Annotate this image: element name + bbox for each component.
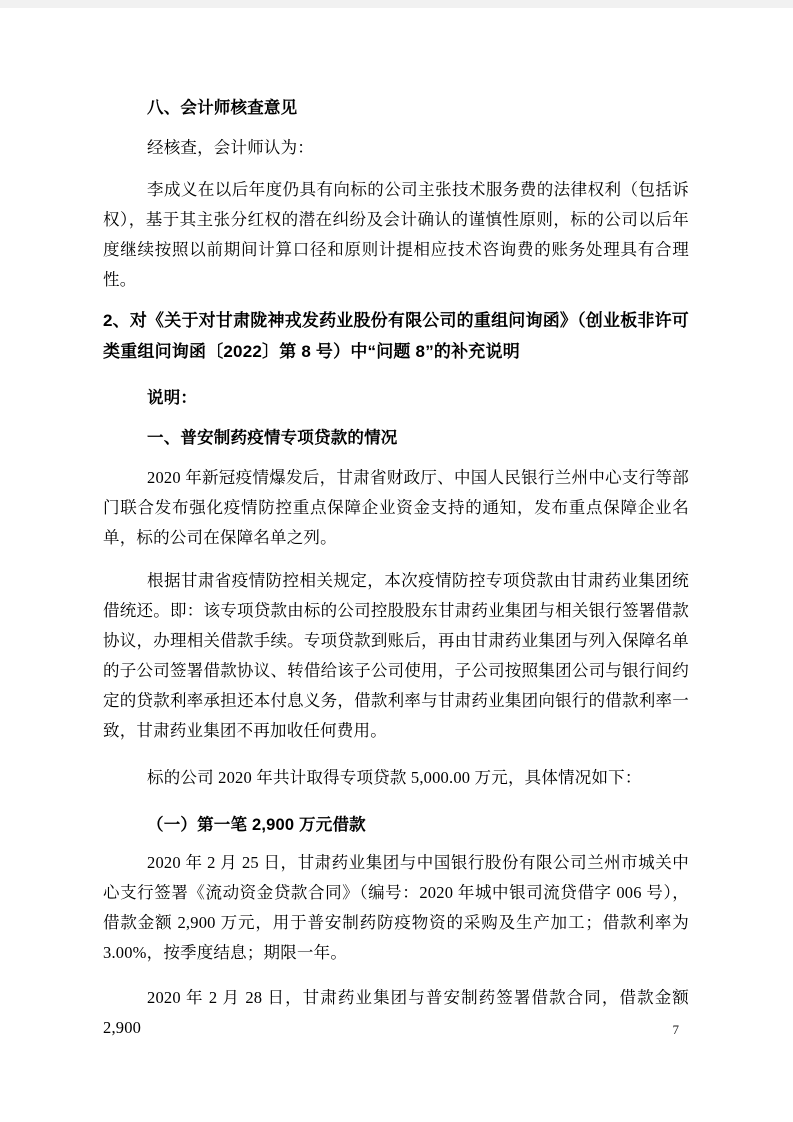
heading-puan-pharma-special-loan: 一、普安制药疫情专项贷款的情况 [147,429,398,447]
heading-supplementary-explanation: 2、对《关于对甘肃陇神戎发药业股份有限公司的重组问询函》（创业板非许可类重组问询函〔2022〕第 8 号）中“问题 8”的补充说明 [103,311,689,361]
paragraph-first-loan-details: 2020 年 2 月 25 日，甘肃药业集团与中国银行股份有限公司兰州市城关中心支行签署《流动资金贷款合同》（编号：2020 年城中银司流贷借字 006 号），借款金额 2,900 万元，用于普安制药防疫物资的采购及生产加工；借款利率为 3.00%，按季度结息；期限一年。 [103,853,689,962]
page-number: 7 [672,1022,679,1037]
heading-first-loan: （一）第一笔 2,900 万元借款 [147,816,366,834]
page-top-edge [0,0,793,8]
paragraph-second-loan-contract: 2020 年 2 月 28 日，甘肃药业集团与普安制药签署借款合同，借款金额 2,900 [103,988,689,1037]
paragraph-loan-total: 标的公司 2020 年共计取得专项贷款 5,000.00 万元，具体情况如下： [147,768,642,787]
label-explanation: 说明： [147,389,198,407]
paragraph-after-review: 经核查，会计师认为： [147,138,314,157]
paragraph-accountant-conclusion: 李成义在以后年度仍具有向标的公司主张技术服务费的法律权利（包括诉权），基于其主张分红权的潜在纠纷及会计确认的谨慎性原则，标的公司以后年度继续按照以前期间计算口径和原则计提相应技术咨询费的账务处理具有合理性。 [103,180,689,289]
heading-accountant-review-opinion: 八、会计师核查意见 [147,99,298,117]
paragraph-pandemic-background: 2020 年新冠疫情爆发后，甘肃省财政厅、中国人民银行兰州中心支行等部门联合发布强化疫情防控重点保障企业资金支持的通知，发布重点保障企业名单，标的公司在保障名单之列。 [103,468,689,547]
document-content [103,93,689,1043]
paragraph-loan-arrangement: 根据甘肃省疫情防控相关规定，本次疫情防控专项贷款由甘肃药业集团统借统还。即：该专项贷款由标的公司控股股东甘肃药业集团与相关银行签署借款协议，办理相关借款手续。专项贷款到账后，再由甘肃药业集团与列入保障名单的子公司签署借款协议、转借给该子公司使用，子公司按照集团公司与银行间约定的贷款利率承担还本付息义务，借款利率与甘肃药业集团向银行的借款利率一致，甘肃药业集团不再加收任何费用。 [103,571,689,740]
